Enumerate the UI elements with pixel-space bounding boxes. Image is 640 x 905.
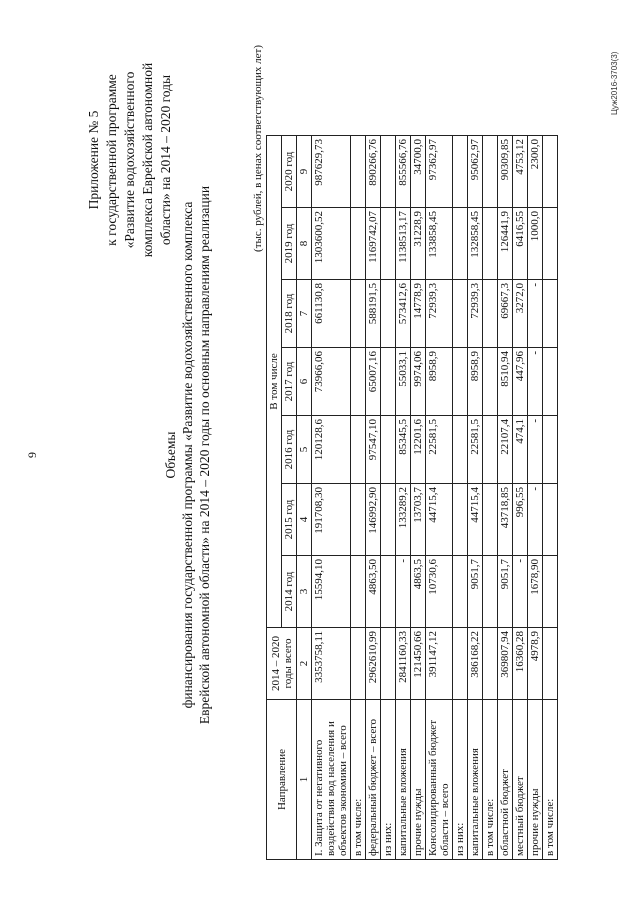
row-value (543, 280, 558, 348)
row-value (351, 136, 366, 208)
row-value (381, 280, 396, 348)
row-value: 22107,4 (498, 416, 513, 484)
column-index-row (297, 136, 312, 860)
table-row (453, 136, 468, 860)
row-value (381, 484, 396, 556)
row-label: прочие нужды (528, 700, 543, 860)
row-value (483, 208, 498, 280)
row-value: 146992,90 (366, 484, 381, 556)
row-value: 3353758,11 (312, 628, 351, 700)
row-value: 34700,0 (411, 136, 426, 208)
row-value: - (528, 416, 543, 484)
row-value: 22581,5 (468, 416, 483, 484)
row-value: 890266,76 (366, 136, 381, 208)
header-direction: Направление (267, 700, 297, 860)
table-row (411, 136, 426, 860)
row-value: - (528, 348, 543, 416)
column-index: 6 (297, 348, 312, 416)
row-value: - (396, 556, 411, 628)
document-title (162, 155, 213, 755)
table-row (543, 136, 558, 860)
table-body (312, 136, 558, 860)
row-value: 4863,50 (366, 556, 381, 628)
row-value (483, 628, 498, 700)
row-value (483, 416, 498, 484)
row-value: 44715,4 (426, 484, 453, 556)
row-label: I. Защита от негативного воздействия вод населения и объектов экономики – всего (312, 700, 351, 860)
row-value (543, 208, 558, 280)
table-row (312, 136, 351, 860)
table-row (498, 136, 513, 860)
row-value (483, 484, 498, 556)
row-value: 85345,5 (396, 416, 411, 484)
row-value (543, 484, 558, 556)
header-year: 2017 год (282, 348, 297, 416)
row-value: 661130,8 (312, 280, 351, 348)
footer-code: Цуж2016-3703(3) (610, 51, 619, 115)
table-row (528, 136, 543, 860)
column-index: 7 (297, 280, 312, 348)
header-total: 2014 – 2020 годы всего (267, 628, 297, 700)
row-label: прочие нужды (411, 700, 426, 860)
row-label: областной бюджет (498, 700, 513, 860)
row-value: 447,96 (513, 348, 528, 416)
row-value (543, 628, 558, 700)
title-line: Еврейской автономной области» на 2014 – 2020 годы по основным направлениям реализации (197, 185, 212, 725)
row-value (351, 484, 366, 556)
row-label: капитальные вложения (396, 700, 411, 860)
row-value: 1138513,17 (396, 208, 411, 280)
row-value: 191708,30 (312, 484, 351, 556)
row-value (453, 484, 468, 556)
row-value (351, 348, 366, 416)
row-value: 12201,6 (411, 416, 426, 484)
row-value: 16360,28 (513, 628, 528, 700)
column-index: 1 (297, 700, 312, 860)
row-value: 855566,76 (396, 136, 411, 208)
header-year: 2014 год (282, 556, 297, 628)
row-value (453, 628, 468, 700)
row-value: 9974,06 (411, 348, 426, 416)
table-row (426, 136, 453, 860)
row-value: 126441,9 (498, 208, 513, 280)
row-value: - (528, 280, 543, 348)
row-value (381, 416, 396, 484)
row-value: 474,1 (513, 416, 528, 484)
row-value: 1000,0 (528, 208, 543, 280)
table-row (366, 136, 381, 860)
row-value: 69667,3 (498, 280, 513, 348)
table-row (351, 136, 366, 860)
row-value (543, 556, 558, 628)
row-value (543, 348, 558, 416)
row-value: 9051,7 (468, 556, 483, 628)
row-value: 4753,12 (513, 136, 528, 208)
row-value (351, 280, 366, 348)
row-value: 987629,73 (312, 136, 351, 208)
row-value (543, 136, 558, 208)
row-value: 121450,66 (411, 628, 426, 700)
row-value: 72939,3 (468, 280, 483, 348)
row-value: 133858,45 (426, 208, 453, 280)
appendix-line: комплекса Еврейской автономной (140, 62, 155, 258)
financing-table (266, 135, 558, 860)
row-value: 22581,5 (426, 416, 453, 484)
row-value: 65007,16 (366, 348, 381, 416)
row-value (453, 136, 468, 208)
row-value: 43718,85 (498, 484, 513, 556)
row-value: - (513, 556, 528, 628)
row-value: 573412,6 (396, 280, 411, 348)
row-value: 8510,94 (498, 348, 513, 416)
row-value (453, 280, 468, 348)
row-value (381, 136, 396, 208)
header-year: 2019 год (282, 208, 297, 280)
column-index: 4 (297, 484, 312, 556)
row-value: 9051,7 (498, 556, 513, 628)
row-value: 588191,5 (366, 280, 381, 348)
column-index: 5 (297, 416, 312, 484)
row-value (483, 556, 498, 628)
table-row (396, 136, 411, 860)
row-label: Консолидированный бюджет области – всего (426, 700, 453, 860)
row-value: 8958,9 (426, 348, 453, 416)
row-value (543, 416, 558, 484)
row-value: 386168,22 (468, 628, 483, 700)
title-line: Объемы (163, 431, 178, 479)
row-value: 369807,94 (498, 628, 513, 700)
row-label: местный бюджет (513, 700, 528, 860)
table-row (483, 136, 498, 860)
appendix-line: Приложение № 5 (86, 110, 101, 210)
row-value: 1303600,52 (312, 208, 351, 280)
units-note: (тыс. рублей, в ценах соответствующих лет) (252, 45, 264, 252)
row-label: из них: (381, 700, 396, 860)
row-value: 8958,9 (468, 348, 483, 416)
row-value: 996,55 (513, 484, 528, 556)
row-value: 2300,0 (528, 136, 543, 208)
row-value (351, 416, 366, 484)
column-index: 8 (297, 208, 312, 280)
row-value: 3272,0 (513, 280, 528, 348)
row-value (381, 628, 396, 700)
row-label: в том числе: (543, 700, 558, 860)
row-value (351, 208, 366, 280)
row-label: в том числе: (483, 700, 498, 860)
row-value: 10730,6 (426, 556, 453, 628)
header-year: 2016 год (282, 416, 297, 484)
row-value: 132858,45 (468, 208, 483, 280)
row-value: 13703,7 (411, 484, 426, 556)
row-value: 55033,1 (396, 348, 411, 416)
row-value: 14778,9 (411, 280, 426, 348)
page-number: 9 (25, 452, 39, 458)
appendix-line: области» на 2014 – 2020 годы (158, 74, 173, 246)
row-value: 4978,9 (528, 628, 543, 700)
row-value (351, 628, 366, 700)
row-value: 72939,3 (426, 280, 453, 348)
appendix-line: «Развитие водохозяйственного (122, 71, 137, 249)
row-value: 97547,10 (366, 416, 381, 484)
column-index: 3 (297, 556, 312, 628)
row-value (483, 280, 498, 348)
row-value (381, 556, 396, 628)
row-value (381, 208, 396, 280)
row-value (453, 348, 468, 416)
row-value: 1678,90 (528, 556, 543, 628)
row-value: 120128,6 (312, 416, 351, 484)
appendix-line: к государственной программе (104, 74, 119, 246)
row-value (453, 416, 468, 484)
column-index: 9 (297, 136, 312, 208)
row-value: 391147,12 (426, 628, 453, 700)
row-value: 73966,06 (312, 348, 351, 416)
row-value: 2962610,99 (366, 628, 381, 700)
row-value: 1169742,07 (366, 208, 381, 280)
row-value: - (528, 484, 543, 556)
row-value: 15594,10 (312, 556, 351, 628)
column-index: 2 (297, 628, 312, 700)
row-value: 44715,4 (468, 484, 483, 556)
row-value: 2841160,33 (396, 628, 411, 700)
row-value: 95062,97 (468, 136, 483, 208)
row-value (453, 208, 468, 280)
row-label: федеральный бюджет – всего (366, 700, 381, 860)
row-value: 97362,97 (426, 136, 453, 208)
title-line: финансирования государственной программы «Развитие водохозяйственного комплекса (180, 201, 195, 709)
row-value: 6416,55 (513, 208, 528, 280)
row-value: 90309,85 (498, 136, 513, 208)
row-label: капитальные вложения (468, 700, 483, 860)
header-year: 2020 год (282, 136, 297, 208)
row-value (351, 556, 366, 628)
header-year: 2015 год (282, 484, 297, 556)
table-row (381, 136, 396, 860)
row-value: 133289,2 (396, 484, 411, 556)
header-year: 2018 год (282, 280, 297, 348)
row-value: 31228,9 (411, 208, 426, 280)
row-label: из них: (453, 700, 468, 860)
row-label: в том числе: (351, 700, 366, 860)
table-row (513, 136, 528, 860)
row-value: 4863,5 (411, 556, 426, 628)
row-value (483, 136, 498, 208)
header-including: В том числе (267, 136, 282, 628)
table-row (468, 136, 483, 860)
row-value (381, 348, 396, 416)
row-value (483, 348, 498, 416)
row-value (453, 556, 468, 628)
